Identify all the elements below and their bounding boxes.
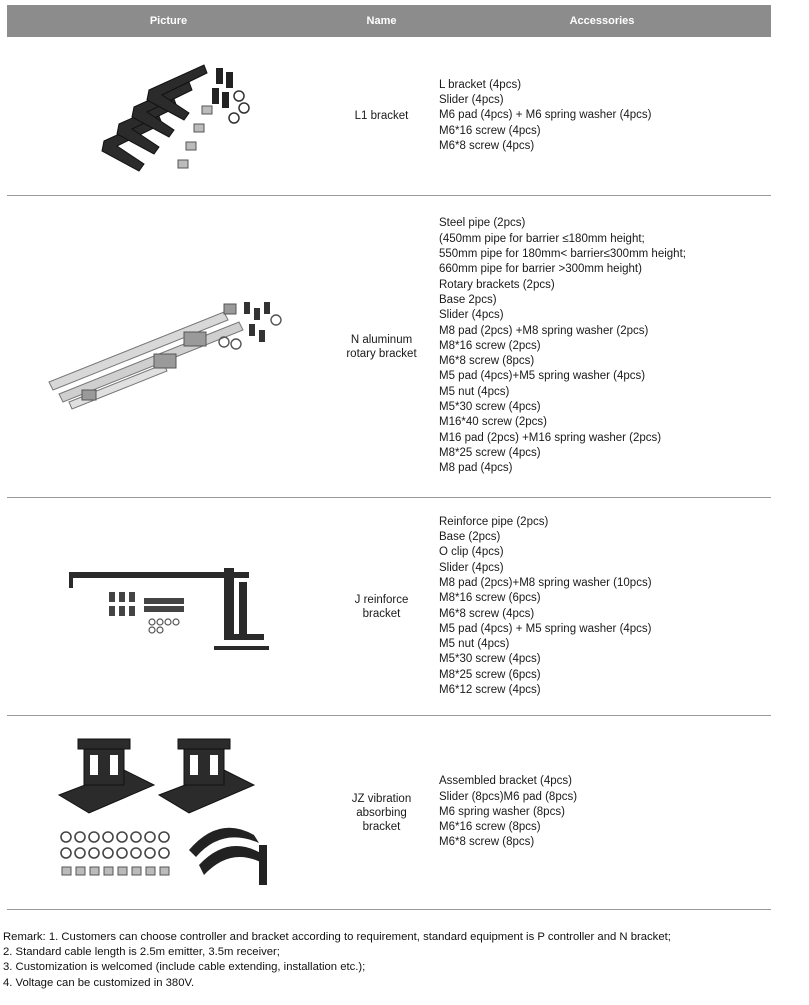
table-header	[7, 5, 771, 37]
remark-line: Remark: 1. Customers can choose controller and bracket according to requirement, standard equipment is P controller and N bracket;	[3, 931, 671, 943]
row-name: L1 bracket	[354, 110, 409, 122]
accessories-table	[7, 5, 771, 910]
accessory-item: M5*30 screw (4pcs)	[439, 401, 541, 414]
accessory-item: M8*16 screw (2pcs)	[439, 339, 541, 352]
accessory-item: M6*8 screw (8pcs)	[439, 836, 535, 849]
accessory-item: M6 spring washer (8pcs)	[439, 805, 565, 818]
accessory-item: (450mm pipe for barrier ≤180mm height;	[439, 232, 645, 245]
accessory-item: Slider (4pcs)	[439, 94, 504, 107]
accessory-item: Slider (8pcs)M6 pad (8pcs)	[439, 790, 578, 803]
l-bracket-kit-photo	[7, 37, 330, 195]
accessory-item: M8 pad (2pcs) +M8 spring washer (2pcs)	[439, 324, 649, 337]
row-name: N aluminum rotary bracket	[346, 333, 417, 360]
accessory-item: M6*12 screw (4pcs)	[439, 683, 541, 696]
accessory-item: M6 pad (4pcs) + M6 spring washer (4pcs)	[439, 109, 652, 122]
remark-line: 2. Standard cable length is 2.5m emitter, 3.5m receiver;	[3, 946, 280, 959]
accessory-item: M5*30 screw (4pcs)	[439, 653, 541, 666]
accessory-item: M8*25 screw (4pcs)	[439, 446, 541, 459]
remarks	[3, 930, 671, 991]
accessory-list	[439, 216, 686, 476]
accessory-item: M5 nut (4pcs)	[439, 385, 510, 398]
rotary-bracket-kit-photo	[7, 196, 330, 497]
header-name: Name	[366, 15, 397, 27]
accessory-item: 660mm pipe for barrier >300mm height)	[439, 263, 642, 276]
accessory-item: Base 2pcs)	[439, 293, 497, 306]
remark-line: 4. Voltage can be customized in 380V.	[3, 976, 195, 989]
accessory-item: M5 pad (4pcs)+M5 spring washer (4pcs)	[439, 370, 646, 383]
accessory-item: M8*25 screw (6pcs)	[439, 668, 541, 681]
accessory-item: Slider (4pcs)	[439, 309, 504, 322]
accessory-list	[439, 515, 652, 699]
accessory-item: Slider (4pcs)	[439, 561, 504, 574]
j-reinforce-bracket-photo	[7, 498, 330, 715]
accessory-item: O clip (4pcs)	[439, 546, 504, 559]
accessory-item: Reinforce pipe (2pcs)	[439, 515, 549, 528]
accessory-item: M8 pad (2pcs)+M8 spring washer (10pcs)	[439, 576, 652, 589]
header-picture: Picture	[149, 15, 188, 27]
accessory-item: M16*40 screw (2pcs)	[439, 416, 548, 429]
table-row	[7, 37, 771, 196]
table-row	[7, 716, 771, 910]
accessory-item: Steel pipe (2pcs)	[439, 217, 526, 230]
accessory-item: M8 pad (4pcs)	[439, 462, 513, 475]
accessory-item: 550mm pipe for 180mm< barrier≤300mm height;	[439, 248, 686, 261]
jz-vibration-bracket-photo	[7, 716, 330, 909]
accessory-item: L bracket (4pcs)	[439, 78, 522, 91]
accessory-item: M6*16 screw (8pcs)	[439, 821, 541, 834]
accessory-item: M6*8 screw (8pcs)	[439, 355, 535, 368]
accessory-item: Rotary brackets (2pcs)	[439, 278, 555, 291]
accessory-item: M5 nut (4pcs)	[439, 638, 510, 651]
accessory-item: M6*16 screw (4pcs)	[439, 124, 541, 137]
table-row	[7, 498, 771, 716]
table-row	[7, 196, 771, 498]
accessory-list	[439, 774, 577, 850]
accessory-item: Base (2pcs)	[439, 531, 501, 544]
row-name: J reinforce bracket	[354, 593, 409, 620]
accessory-item: M6*8 screw (4pcs)	[439, 607, 535, 620]
accessory-item: M6*8 screw (4pcs)	[439, 139, 535, 152]
remark-line: 3. Customization is welcomed (include cable extending, installation etc.);	[3, 961, 366, 974]
accessory-item: M8*16 screw (6pcs)	[439, 592, 541, 605]
header-accessories: Accessories	[569, 15, 635, 27]
row-name: JZ vibration absorbing bracket	[351, 792, 412, 833]
accessory-item: Assembled bracket (4pcs)	[439, 775, 572, 788]
accessory-item: M5 pad (4pcs) + M5 spring washer (4pcs)	[439, 622, 652, 635]
accessory-item: M16 pad (2pcs) +M16 spring washer (2pcs)	[439, 431, 662, 444]
accessory-list	[439, 78, 652, 154]
